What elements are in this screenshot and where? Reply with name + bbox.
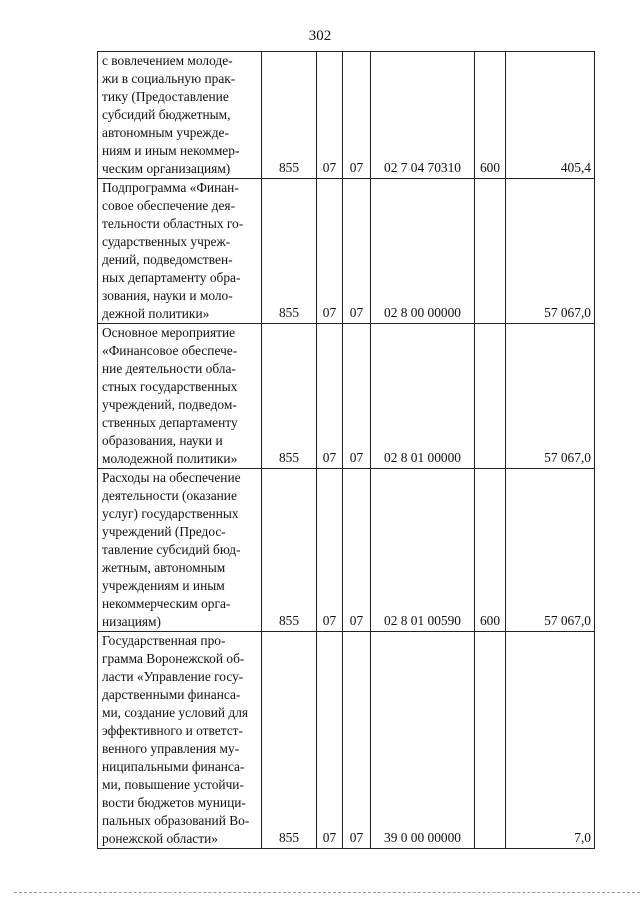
row-name-line: ние деятельности обла-: [102, 361, 236, 376]
subsection-code-cell: 07: [343, 469, 371, 632]
ministry-code-cell: 855: [262, 469, 317, 632]
row-name-line: венного управления му-: [102, 741, 240, 756]
ministry-code-cell: 855: [262, 324, 317, 469]
table-body: [98, 52, 595, 849]
row-name-line: Подпрограмма «Финан-: [102, 180, 239, 195]
row-name-line: совое обеспечение дея-: [102, 198, 236, 213]
target-code-cell: 02 8 00 00000: [371, 179, 475, 324]
table-row: [98, 469, 595, 632]
row-name-line: тельности областных го-: [102, 216, 244, 231]
section-code-cell: 07: [317, 324, 343, 469]
row-name-line: грамма Воронежской об-: [102, 651, 245, 666]
section-code-cell: 07: [317, 52, 343, 179]
amount-cell: 7,0: [506, 632, 595, 849]
row-name-line: ми, создание условий для: [102, 705, 249, 720]
row-name-line: ственных департаменту: [102, 415, 238, 430]
row-name-line: с вовлечением молоде-: [102, 53, 233, 68]
row-name-line: услуг) государственных: [102, 506, 239, 521]
row-name-line: дарственными финанса-: [102, 687, 241, 702]
budget-table: [97, 51, 595, 849]
row-name-line: образования, науки и: [102, 433, 223, 448]
expense-type-cell: 600: [475, 469, 506, 632]
table-row: [98, 324, 595, 469]
row-name-cell: [98, 179, 262, 324]
row-name-line: сударственных учреж-: [102, 234, 231, 249]
ministry-code-cell: 855: [262, 179, 317, 324]
expense-type-cell: [475, 179, 506, 324]
row-name-line: тику (Предоставление: [102, 89, 229, 104]
row-name-line: тавление субсидий бюд-: [102, 542, 241, 557]
target-code-cell: 02 8 01 00000: [371, 324, 475, 469]
amount-cell: 57 067,0: [506, 469, 595, 632]
row-name-line: деятельности (оказание: [102, 488, 237, 503]
row-name-line: стных государственных: [102, 379, 238, 394]
row-name-line: Расходы на обеспечение: [102, 470, 241, 485]
subsection-code-cell: 07: [343, 52, 371, 179]
row-name-line: ронежской области»: [102, 831, 218, 846]
row-name-line: ческим организациям): [102, 161, 231, 176]
row-name-cell: [98, 632, 262, 849]
page-number: 302: [308, 28, 332, 44]
amount-cell: 405,4: [506, 52, 595, 179]
subsection-code-cell: 07: [343, 179, 371, 324]
expense-type-cell: 600: [475, 52, 506, 179]
row-name-line: ных департаменту обра-: [102, 270, 241, 285]
row-name-line: ниципальными финанса-: [102, 759, 245, 774]
ministry-code-cell: 855: [262, 52, 317, 179]
subsection-code-cell: 07: [343, 324, 371, 469]
table-row: [98, 52, 595, 179]
target-code-cell: 39 0 00 00000: [371, 632, 475, 849]
row-name-line: автономным учрежде-: [102, 125, 229, 140]
target-code-cell: 02 8 01 00590: [371, 469, 475, 632]
row-name-line: жетным, автономным: [102, 560, 226, 575]
row-name-line: учреждений, подведом-: [102, 397, 237, 412]
row-name-line: дений, подведомствен-: [102, 252, 233, 267]
section-code-cell: 07: [317, 632, 343, 849]
row-name-line: низациям): [102, 614, 161, 629]
row-name-cell: [98, 324, 262, 469]
expense-type-cell: [475, 632, 506, 849]
table-row: [98, 632, 595, 849]
row-name-line: Государственная про-: [102, 633, 226, 648]
row-name-line: учреждениям и иным: [102, 578, 225, 593]
expense-type-cell: [475, 324, 506, 469]
row-name-line: эффективного и ответст-: [102, 723, 243, 738]
section-code-cell: 07: [317, 469, 343, 632]
scan-artifact-line: [14, 892, 640, 893]
row-name-line: ласти «Управление госу-: [102, 669, 244, 684]
row-name-line: пальных образований Во-: [102, 813, 250, 828]
row-name-line: Основное мероприятие: [102, 325, 236, 340]
row-name-line: «Финансовое обеспече-: [102, 343, 238, 358]
ministry-code-cell: 855: [262, 632, 317, 849]
target-code-cell: 02 7 04 70310: [371, 52, 475, 179]
row-name-line: вости бюджетов муници-: [102, 795, 246, 810]
row-name-line: некоммерческим орга-: [102, 596, 231, 611]
row-name-line: жи в социальную прак-: [102, 71, 236, 86]
subsection-code-cell: 07: [343, 632, 371, 849]
row-name-line: молодежной политики»: [102, 451, 238, 466]
row-name-cell: [98, 469, 262, 632]
row-name-line: ниям и иным некоммер-: [102, 143, 240, 158]
row-name-line: субсидий бюджетным,: [102, 107, 231, 122]
amount-cell: 57 067,0: [506, 324, 595, 469]
table-row: [98, 179, 595, 324]
row-name-cell: [98, 52, 262, 179]
row-name-line: ми, повышение устойчи-: [102, 777, 244, 792]
amount-cell: 57 067,0: [506, 179, 595, 324]
row-name-line: учреждений (Предос-: [102, 524, 226, 539]
row-name-line: зования, науки и моло-: [102, 288, 233, 303]
section-code-cell: 07: [317, 179, 343, 324]
row-name-line: дежной политики»: [102, 306, 210, 321]
